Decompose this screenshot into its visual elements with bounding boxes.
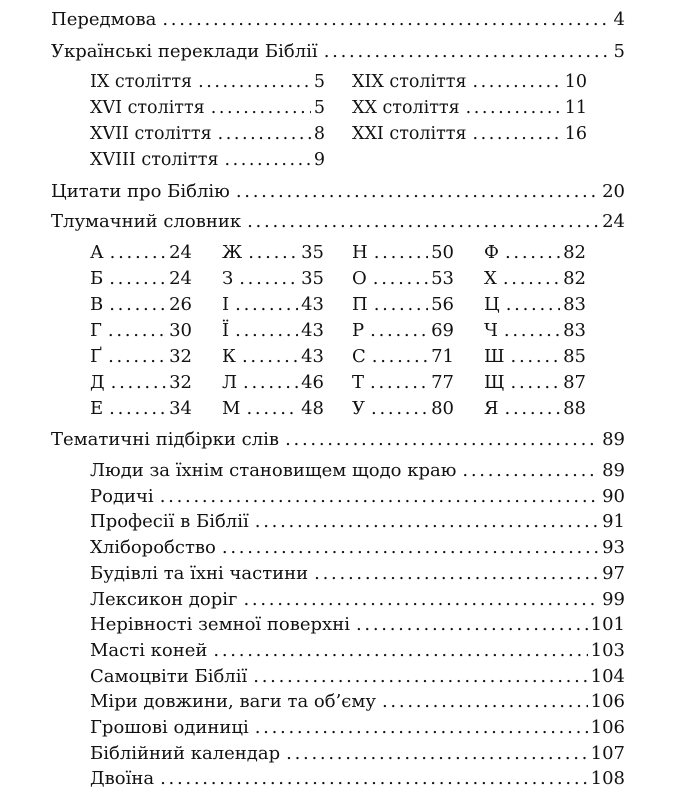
entry-page: 43 xyxy=(301,346,324,367)
entry-label: П xyxy=(352,294,368,315)
leader-dots xyxy=(243,371,298,395)
entry-label: Хліборобство xyxy=(90,537,216,558)
toc-entry-century[interactable] xyxy=(352,96,587,120)
entry-page: 99 xyxy=(602,589,625,610)
entry-label: Д xyxy=(90,372,105,393)
toc-entry-thematic-item[interactable] xyxy=(90,613,625,637)
entry-label: А xyxy=(90,242,104,263)
leader-dots xyxy=(162,8,610,32)
toc-entry-letter[interactable] xyxy=(484,293,586,317)
toc-entry-letter[interactable] xyxy=(484,371,586,395)
entry-label: Е xyxy=(90,398,104,419)
entry-page: 83 xyxy=(563,320,586,341)
leader-dots xyxy=(511,345,561,369)
entry-page: 88 xyxy=(563,398,586,419)
entry-label: Ч xyxy=(484,320,498,341)
toc-entry-letter[interactable] xyxy=(352,293,454,317)
leader-dots xyxy=(108,345,166,369)
entry-page: 90 xyxy=(602,486,625,507)
entry-page: 83 xyxy=(563,294,586,315)
entry-label: XXI століття xyxy=(352,124,467,144)
entry-page: 43 xyxy=(301,294,324,315)
entry-page: 24 xyxy=(169,242,192,263)
entry-page: 24 xyxy=(602,211,625,232)
entry-label: І xyxy=(222,294,230,315)
entry-page: 43 xyxy=(301,320,324,341)
entry-page: 24 xyxy=(169,268,192,289)
toc-entry-thematic-item[interactable] xyxy=(90,562,625,586)
entry-label: Українські переклади Біблії xyxy=(51,41,318,62)
leader-dots xyxy=(198,70,311,94)
entry-label: Р xyxy=(352,320,365,341)
toc-entry-thematic-item[interactable] xyxy=(90,459,625,483)
toc-entry-thematic-item[interactable] xyxy=(90,639,625,663)
leader-dots xyxy=(511,371,561,395)
toc-entry-letter[interactable] xyxy=(90,293,192,317)
entry-page: 26 xyxy=(169,294,192,315)
entry-page: 82 xyxy=(563,268,586,289)
toc-entry-translations[interactable] xyxy=(51,40,625,64)
toc-entry-quotes[interactable] xyxy=(51,180,625,204)
entry-label: Б xyxy=(90,268,104,289)
entry-label: Самоцвіти Біблії xyxy=(90,666,248,687)
toc-entry-letter[interactable] xyxy=(90,397,192,421)
entry-label: Т xyxy=(352,372,365,393)
entry-page: 16 xyxy=(564,124,587,144)
toc-entry-century[interactable] xyxy=(90,122,325,146)
toc-entry-century[interactable] xyxy=(90,148,325,172)
toc-entry-letter[interactable] xyxy=(484,241,586,265)
entry-label: Міри довжини, ваги та об’єму xyxy=(90,691,376,712)
entry-label: Будівлі та їхні частини xyxy=(90,563,309,584)
toc-entry-letter[interactable] xyxy=(352,397,454,421)
leader-dots xyxy=(236,180,599,204)
entry-page: 32 xyxy=(169,372,192,393)
entry-label: Х xyxy=(484,268,497,289)
entry-label: XX століття xyxy=(352,98,460,118)
entry-page: 46 xyxy=(301,372,324,393)
toc-entry-century[interactable] xyxy=(90,70,325,94)
leader-dots xyxy=(285,428,599,452)
entry-label: Передмова xyxy=(51,9,157,30)
leader-dots xyxy=(235,293,298,317)
leader-dots xyxy=(503,267,560,291)
toc-entry-dictionary[interactable] xyxy=(51,210,625,234)
entry-label: XVII століття xyxy=(90,124,212,144)
leader-dots xyxy=(211,96,311,120)
entry-label: Двоїна xyxy=(90,768,155,789)
entry-page: 80 xyxy=(431,398,454,419)
entry-label: Г xyxy=(90,320,102,341)
entry-label: Грошові одиниці xyxy=(90,717,249,738)
leader-dots xyxy=(382,690,588,714)
toc-entry-letter[interactable] xyxy=(222,267,324,291)
toc-entry-thematic-item[interactable] xyxy=(90,510,625,534)
leader-dots xyxy=(466,96,562,120)
toc-entry-thematic-item[interactable] xyxy=(90,690,625,714)
leader-dots xyxy=(213,639,587,663)
leader-dots xyxy=(160,767,588,791)
entry-page: 82 xyxy=(563,242,586,263)
entry-page: 9 xyxy=(313,150,325,170)
entry-label: Л xyxy=(222,372,238,393)
toc-entry-thematic-item[interactable] xyxy=(90,665,625,689)
toc-entry-letter[interactable] xyxy=(484,267,586,291)
leader-dots xyxy=(110,241,166,265)
leader-dots xyxy=(239,267,298,291)
entry-label: Тематичні підбірки слів xyxy=(51,429,280,450)
entry-page: 87 xyxy=(563,372,586,393)
entry-page: 48 xyxy=(301,398,324,419)
leader-dots xyxy=(314,562,599,586)
entry-page: 69 xyxy=(431,320,454,341)
entry-page: 20 xyxy=(602,181,625,202)
entry-page: 4 xyxy=(613,9,625,30)
entry-page: 32 xyxy=(169,346,192,367)
toc-entry-letter[interactable] xyxy=(222,345,324,369)
leader-dots xyxy=(160,485,599,509)
entry-page: 85 xyxy=(563,346,586,367)
entry-label: В xyxy=(90,294,104,315)
leader-dots xyxy=(246,397,298,421)
entry-label: Масті коней xyxy=(90,640,208,661)
leader-dots xyxy=(225,148,311,172)
entry-page: 97 xyxy=(602,563,625,584)
entry-label: Ж xyxy=(222,242,243,263)
toc-entry-thematic-item[interactable] xyxy=(90,767,625,791)
leader-dots xyxy=(371,397,428,421)
leader-dots xyxy=(109,397,166,421)
entry-label: Н xyxy=(352,242,368,263)
entry-page: 30 xyxy=(169,320,192,341)
leader-dots xyxy=(473,122,562,146)
leader-dots xyxy=(373,267,428,291)
entry-page: 50 xyxy=(431,242,454,263)
toc-entry-letter[interactable] xyxy=(90,371,192,395)
entry-label: К xyxy=(222,346,236,367)
toc-entry-thematic-item[interactable] xyxy=(90,485,625,509)
toc-entry-letter[interactable] xyxy=(484,397,586,421)
entry-label: Нерівності земної поверхні xyxy=(90,614,350,635)
leader-dots xyxy=(109,293,166,317)
entry-label: Ц xyxy=(484,294,500,315)
toc-entry-thematic-item[interactable] xyxy=(90,742,625,766)
leader-dots xyxy=(370,319,428,343)
leader-dots xyxy=(248,241,298,265)
entry-page: 107 xyxy=(590,743,625,764)
leader-dots xyxy=(462,459,599,483)
leader-dots xyxy=(253,665,587,689)
toc-entry-letter[interactable] xyxy=(352,319,454,343)
entry-page: 34 xyxy=(169,398,192,419)
leader-dots xyxy=(374,241,428,265)
toc-entry-thematic[interactable] xyxy=(51,428,625,452)
entry-page: 5 xyxy=(613,41,625,62)
entry-page: 93 xyxy=(602,537,625,558)
toc-entry-letter[interactable] xyxy=(90,267,192,291)
entry-page: 35 xyxy=(301,242,324,263)
entry-label: У xyxy=(352,398,366,419)
entry-label: Біблійний календар xyxy=(90,743,281,764)
toc-entry-letter[interactable] xyxy=(222,397,324,421)
entry-label: Щ xyxy=(484,372,505,393)
leader-dots xyxy=(242,345,298,369)
entry-label: Я xyxy=(484,398,499,419)
toc-entry-letter[interactable] xyxy=(222,293,324,317)
entry-page: 91 xyxy=(602,511,625,532)
entry-page: 5 xyxy=(313,98,325,118)
entry-page: 103 xyxy=(590,640,625,661)
toc-entry-letter[interactable] xyxy=(484,345,586,369)
leader-dots xyxy=(222,536,599,560)
leader-dots xyxy=(235,319,298,343)
leader-dots xyxy=(504,319,560,343)
toc-entry-letter[interactable] xyxy=(90,241,192,265)
toc-entry-thematic-item[interactable] xyxy=(90,536,625,560)
entry-label: Цитати про Біблію xyxy=(51,181,230,202)
entry-page: 106 xyxy=(590,691,625,712)
toc-entry-letter[interactable] xyxy=(222,241,324,265)
toc-entry-letter[interactable] xyxy=(352,371,454,395)
entry-page: 8 xyxy=(313,124,325,144)
entry-label: Професії в Біблії xyxy=(90,511,249,532)
entry-label: Ф xyxy=(484,242,499,263)
entry-page: 53 xyxy=(431,268,454,289)
leader-dots xyxy=(356,613,588,637)
entry-label: М xyxy=(222,398,241,419)
leader-dots xyxy=(506,293,560,317)
toc-entry-century[interactable] xyxy=(352,122,587,146)
leader-dots xyxy=(243,588,599,612)
entry-page: 5 xyxy=(313,72,325,92)
leader-dots xyxy=(218,122,311,146)
leader-dots xyxy=(473,70,562,94)
toc-entry-letter[interactable] xyxy=(90,345,192,369)
entry-page: 89 xyxy=(602,460,625,481)
toc-entry-letter[interactable] xyxy=(90,319,192,343)
entry-label: Лексикон доріг xyxy=(90,589,238,610)
entry-page: 77 xyxy=(431,372,454,393)
entry-page: 10 xyxy=(564,72,587,92)
entry-label: С xyxy=(352,346,366,367)
entry-label: Ї xyxy=(222,320,230,341)
entry-page: 108 xyxy=(590,768,625,789)
leader-dots xyxy=(286,742,588,766)
toc-entry-thematic-item[interactable] xyxy=(90,716,625,740)
leader-dots xyxy=(108,319,166,343)
leader-dots xyxy=(505,241,560,265)
entry-label: XIX століття xyxy=(352,72,467,92)
entry-label: Люди за їхнім становищем щодо краю xyxy=(90,460,457,481)
entry-label: Ґ xyxy=(90,346,103,367)
entry-label: З xyxy=(222,268,234,289)
toc-entry-foreword[interactable] xyxy=(51,8,625,32)
leader-dots xyxy=(247,210,599,234)
leader-dots xyxy=(255,510,599,534)
leader-dots xyxy=(372,345,428,369)
entry-page: 89 xyxy=(602,429,625,450)
entry-page: 104 xyxy=(590,666,625,687)
entry-page: 106 xyxy=(590,717,625,738)
leader-dots xyxy=(109,267,166,291)
leader-dots xyxy=(111,371,166,395)
toc-entry-letter[interactable] xyxy=(222,371,324,395)
entry-page: 101 xyxy=(590,614,625,635)
entry-label: XVI століття xyxy=(90,98,205,118)
leader-dots xyxy=(255,716,588,740)
entry-label: Родичі xyxy=(90,486,154,507)
toc-entry-letter[interactable] xyxy=(352,267,454,291)
entry-label: Ш xyxy=(484,346,505,367)
entry-page: 56 xyxy=(431,294,454,315)
leader-dots xyxy=(370,371,428,395)
entry-label: О xyxy=(352,268,367,289)
entry-label: Тлумачний словник xyxy=(51,211,242,232)
toc-entry-century[interactable] xyxy=(90,96,325,120)
entry-page: 35 xyxy=(301,268,324,289)
entry-page: 71 xyxy=(431,346,454,367)
entry-page: 11 xyxy=(564,98,587,118)
leader-dots xyxy=(374,293,428,317)
toc-entry-letter[interactable] xyxy=(352,345,454,369)
leader-dots xyxy=(324,40,611,64)
toc-entry-thematic-item[interactable] xyxy=(90,588,625,612)
entry-label: XVIII століття xyxy=(90,150,219,170)
entry-label: IX століття xyxy=(90,72,193,92)
toc-entry-century[interactable] xyxy=(352,70,587,94)
toc-entry-letter[interactable] xyxy=(222,319,324,343)
toc-entry-letter[interactable] xyxy=(484,319,586,343)
toc-entry-letter[interactable] xyxy=(352,241,454,265)
leader-dots xyxy=(505,397,561,421)
